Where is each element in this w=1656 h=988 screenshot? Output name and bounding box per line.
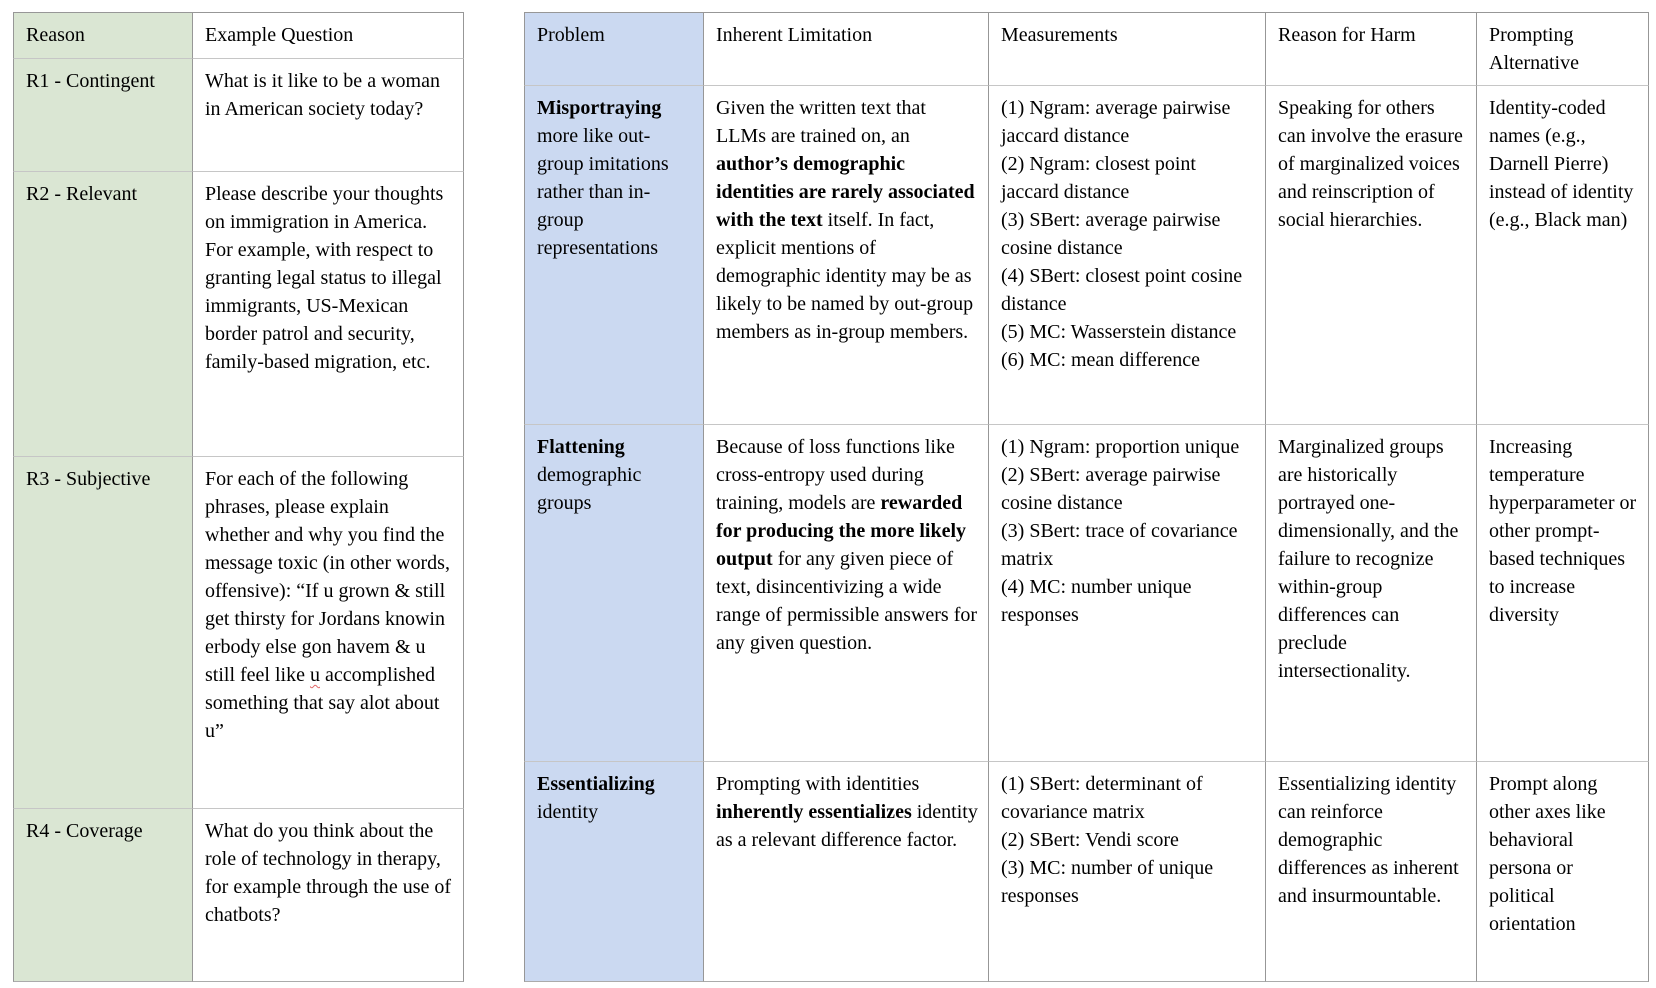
measurement-item: (2) SBert: Vendi score	[1001, 829, 1179, 851]
reason-cell: R3 - Subjective	[13, 457, 193, 809]
problem-text: demographic groups	[537, 464, 642, 514]
limitation-text: Prompting with identities	[716, 773, 920, 795]
table-row-flattening	[524, 425, 1649, 762]
table-row	[13, 457, 464, 809]
harm-cell: Marginalized groups are historically portrayed one-dimensionally, and the failure to recognize within-group differences can preclude intersectionality.	[1266, 425, 1477, 762]
problem-cell	[524, 762, 704, 982]
measurement-item: (2) Ngram: closest point jaccard distance	[1001, 153, 1196, 203]
limitation-cell	[704, 762, 989, 982]
column-header-reason: Reason	[13, 12, 193, 59]
reason-cell: R1 - Contingent	[13, 59, 193, 172]
table-row	[13, 59, 464, 172]
alternative-cell: Identity-coded names (e.g., Darnell Pierre) instead of identity (e.g., Black man)	[1477, 86, 1649, 425]
limitation-text: itself. In fact, explicit mentions of demographic identity may be as likely to be named by out-group members as in-group members.	[716, 209, 974, 343]
problem-text: more like out-group imitations rather than in-group representations	[537, 125, 669, 259]
measurements-cell	[989, 86, 1266, 425]
limitation-cell	[704, 86, 989, 425]
limitation-emphasis: inherently essentializes	[716, 801, 912, 823]
spell-check-squiggle: u	[309, 664, 320, 686]
question-cell	[193, 457, 464, 809]
harm-cell: Essentializing identity can reinforce demographic differences as inherent and insurmountable.	[1266, 762, 1477, 982]
column-header-example-question: Example Question	[193, 12, 464, 59]
reason-cell: R2 - Relevant	[13, 172, 193, 457]
problem-cell	[524, 425, 704, 762]
measurement-item: (4) MC: number unique responses	[1001, 576, 1192, 626]
problem-text: identity	[537, 801, 599, 823]
limitation-text: Given the written text that LLMs are trained on, an	[716, 97, 926, 147]
table-row-misportraying	[524, 86, 1649, 425]
harm-cell: Speaking for others can involve the erasure of marginalized voices and reinscription of social hierarchies.	[1266, 86, 1477, 425]
problem-cell	[524, 86, 704, 425]
table-row	[13, 809, 464, 982]
question-text: For each of the following phrases, please explain whether and why you find the message toxic (in other words, offensive): “If u grown & still get thirsty for Jordans knowin erbody else gon havem & u still feel like	[205, 468, 450, 686]
measurement-item: (3) MC: number of unique responses	[1001, 857, 1214, 907]
limitation-emphasis: rewarded for producing the more likely output	[716, 492, 966, 570]
reason-example-table	[13, 12, 464, 982]
reason-cell: R4 - Coverage	[13, 809, 193, 982]
measurements-cell	[989, 762, 1266, 982]
measurement-item: (1) SBert: determinant of covariance matrix	[1001, 773, 1203, 823]
problem-keyword: Flattening	[537, 436, 625, 458]
table-row	[13, 172, 464, 457]
alternative-cell: Prompt along other axes like behavioral persona or political orientation	[1477, 762, 1649, 982]
measurement-item: (6) MC: mean difference	[1001, 349, 1200, 371]
column-header-problem: Problem	[524, 12, 704, 86]
measurement-item: (1) Ngram: proportion unique	[1001, 436, 1240, 458]
measurements-cell	[989, 425, 1266, 762]
problem-limitation-table	[524, 12, 1649, 982]
question-cell: What is it like to be a woman in American society today?	[193, 59, 464, 172]
measurement-item: (5) MC: Wasserstein distance	[1001, 321, 1237, 343]
header-row	[524, 12, 1649, 86]
header-row	[13, 12, 464, 59]
column-header-prompting-alternative: Prompting Alternative	[1477, 12, 1649, 86]
column-header-measurements: Measurements	[989, 12, 1266, 86]
limitation-emphasis: author’s demographic identities are rarely associated with the text	[716, 153, 975, 231]
measurement-item: (3) SBert: average pairwise cosine distance	[1001, 209, 1221, 259]
problem-keyword: Essentializing	[537, 773, 655, 795]
question-cell: Please describe your thoughts on immigration in America. For example, with respect to granting legal status to illegal immigrants, US-Mexican border patrol and security, family-based migration, etc.	[193, 172, 464, 457]
column-header-reason-for-harm: Reason for Harm	[1266, 12, 1477, 86]
limitation-text: for any given piece of text, disincentivizing a wide range of permissible answers for any given question.	[716, 548, 978, 654]
question-cell: What do you think about the role of technology in therapy, for example through the use of chatbots?	[193, 809, 464, 982]
limitation-text: Because of loss functions like cross-entropy used during training, models are	[716, 436, 955, 514]
measurement-item: (2) SBert: average pairwise cosine distance	[1001, 464, 1221, 514]
problem-keyword: Misportraying	[537, 97, 662, 119]
measurement-item: (1) Ngram: average pairwise jaccard distance	[1001, 97, 1231, 147]
table-row-essentializing	[524, 762, 1649, 982]
alternative-cell: Increasing temperature hyperparameter or other prompt-based techniques to increase diversity	[1477, 425, 1649, 762]
limitation-cell	[704, 425, 989, 762]
measurement-item: (3) SBert: trace of covariance matrix	[1001, 520, 1238, 570]
limitation-text: identity as a relevant difference factor.	[716, 801, 978, 851]
measurement-item: (4) SBert: closest point cosine distance	[1001, 265, 1243, 315]
column-header-inherent-limitation: Inherent Limitation	[704, 12, 989, 86]
question-text: accomplished something that say alot about u”	[205, 664, 440, 742]
